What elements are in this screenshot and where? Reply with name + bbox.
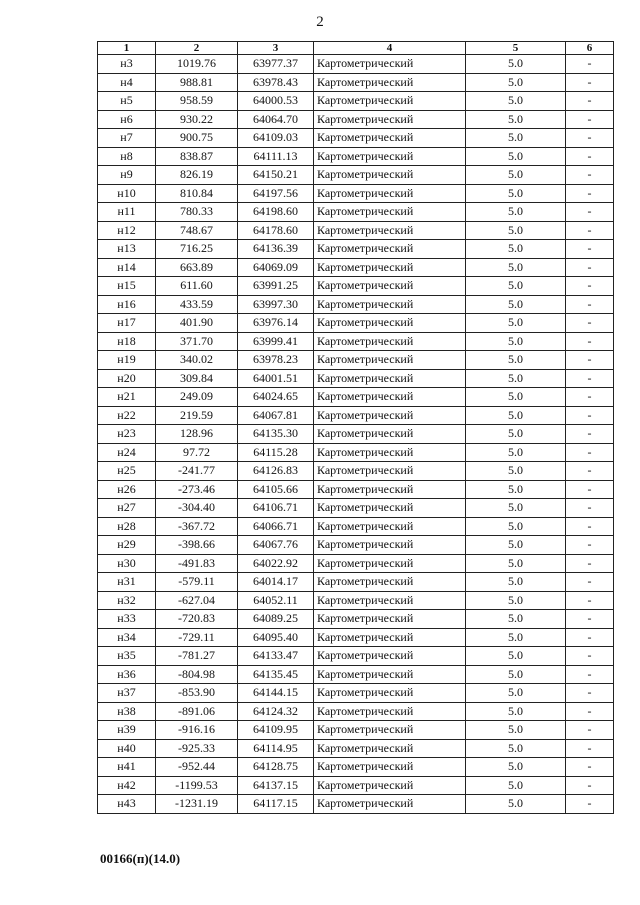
table-row: [98, 647, 614, 666]
x-coordinate-cell: 958.59: [156, 92, 238, 111]
accuracy-cell: 5.0: [466, 758, 566, 777]
accuracy-cell: 5.0: [466, 721, 566, 740]
accuracy-cell: 5.0: [466, 591, 566, 610]
point-id-cell: н19: [98, 351, 156, 370]
accuracy-cell: 5.0: [466, 684, 566, 703]
point-id-cell: н42: [98, 776, 156, 795]
y-coordinate-cell: 64197.56: [238, 184, 314, 203]
method-cell: Картометрический: [314, 665, 466, 684]
method-cell: Картометрический: [314, 147, 466, 166]
note-cell: -: [566, 110, 614, 129]
accuracy-cell: 5.0: [466, 110, 566, 129]
method-cell: Картометрический: [314, 110, 466, 129]
method-cell: Картометрический: [314, 203, 466, 222]
accuracy-cell: 5.0: [466, 776, 566, 795]
y-coordinate-cell: 64135.30: [238, 425, 314, 444]
accuracy-cell: 5.0: [466, 314, 566, 333]
table-row: [98, 591, 614, 610]
method-cell: Картометрический: [314, 73, 466, 92]
point-id-cell: н15: [98, 277, 156, 296]
accuracy-cell: 5.0: [466, 184, 566, 203]
point-id-cell: н10: [98, 184, 156, 203]
y-coordinate-cell: 64052.11: [238, 591, 314, 610]
table-row: [98, 610, 614, 629]
accuracy-cell: 5.0: [466, 221, 566, 240]
method-cell: Картометрический: [314, 351, 466, 370]
method-cell: Картометрический: [314, 517, 466, 536]
note-cell: -: [566, 129, 614, 148]
method-cell: Картометрический: [314, 573, 466, 592]
table-row: [98, 776, 614, 795]
accuracy-cell: 5.0: [466, 702, 566, 721]
y-coordinate-cell: 64001.51: [238, 369, 314, 388]
x-coordinate-cell: -1231.19: [156, 795, 238, 814]
accuracy-cell: 5.0: [466, 147, 566, 166]
note-cell: -: [566, 573, 614, 592]
x-coordinate-cell: 900.75: [156, 129, 238, 148]
accuracy-cell: 5.0: [466, 795, 566, 814]
x-coordinate-cell: -781.27: [156, 647, 238, 666]
point-id-cell: н38: [98, 702, 156, 721]
y-coordinate-cell: 64014.17: [238, 573, 314, 592]
table-row: [98, 758, 614, 777]
table-row: [98, 258, 614, 277]
table-row: [98, 462, 614, 481]
point-id-cell: н28: [98, 517, 156, 536]
y-coordinate-cell: 64135.45: [238, 665, 314, 684]
note-cell: -: [566, 776, 614, 795]
table-row: [98, 240, 614, 259]
column-header-3: 3: [238, 42, 314, 55]
x-coordinate-cell: -720.83: [156, 610, 238, 629]
x-coordinate-cell: 780.33: [156, 203, 238, 222]
method-cell: Картометрический: [314, 647, 466, 666]
note-cell: -: [566, 314, 614, 333]
method-cell: Картометрический: [314, 536, 466, 555]
x-coordinate-cell: 930.22: [156, 110, 238, 129]
note-cell: -: [566, 591, 614, 610]
point-id-cell: н31: [98, 573, 156, 592]
table-row: [98, 369, 614, 388]
accuracy-cell: 5.0: [466, 369, 566, 388]
x-coordinate-cell: 611.60: [156, 277, 238, 296]
accuracy-cell: 5.0: [466, 129, 566, 148]
x-coordinate-cell: 826.19: [156, 166, 238, 185]
note-cell: -: [566, 92, 614, 111]
table-row: [98, 295, 614, 314]
note-cell: -: [566, 166, 614, 185]
table-row: [98, 351, 614, 370]
point-id-cell: н20: [98, 369, 156, 388]
method-cell: Картометрический: [314, 795, 466, 814]
y-coordinate-cell: 64111.13: [238, 147, 314, 166]
y-coordinate-cell: 64128.75: [238, 758, 314, 777]
point-id-cell: н29: [98, 536, 156, 555]
method-cell: Картометрический: [314, 258, 466, 277]
table-row: [98, 184, 614, 203]
y-coordinate-cell: 64137.15: [238, 776, 314, 795]
x-coordinate-cell: 838.87: [156, 147, 238, 166]
x-coordinate-cell: -627.04: [156, 591, 238, 610]
method-cell: Картометрический: [314, 554, 466, 573]
note-cell: -: [566, 425, 614, 444]
point-id-cell: н35: [98, 647, 156, 666]
column-header-4: 4: [314, 42, 466, 55]
y-coordinate-cell: 64144.15: [238, 684, 314, 703]
point-id-cell: н17: [98, 314, 156, 333]
method-cell: Картометрический: [314, 684, 466, 703]
x-coordinate-cell: 219.59: [156, 406, 238, 425]
table-row: [98, 499, 614, 518]
accuracy-cell: 5.0: [466, 628, 566, 647]
y-coordinate-cell: 64124.32: [238, 702, 314, 721]
document-code: 00166(п)(14.0): [100, 851, 181, 866]
note-cell: -: [566, 203, 614, 222]
method-cell: Картометрический: [314, 591, 466, 610]
point-id-cell: н7: [98, 129, 156, 148]
table-row: [98, 92, 614, 111]
accuracy-cell: 5.0: [466, 55, 566, 74]
accuracy-cell: 5.0: [466, 240, 566, 259]
point-id-cell: н36: [98, 665, 156, 684]
method-cell: Картометрический: [314, 295, 466, 314]
x-coordinate-cell: -804.98: [156, 665, 238, 684]
point-id-cell: н13: [98, 240, 156, 259]
x-coordinate-cell: -1199.53: [156, 776, 238, 795]
y-coordinate-cell: 63997.30: [238, 295, 314, 314]
method-cell: Картометрический: [314, 55, 466, 74]
accuracy-cell: 5.0: [466, 388, 566, 407]
note-cell: -: [566, 184, 614, 203]
y-coordinate-cell: 64114.95: [238, 739, 314, 758]
method-cell: Картометрический: [314, 92, 466, 111]
note-cell: -: [566, 684, 614, 703]
table-row: [98, 203, 614, 222]
table-row: [98, 73, 614, 92]
page-number: 2: [316, 14, 324, 30]
x-coordinate-cell: 97.72: [156, 443, 238, 462]
note-cell: -: [566, 240, 614, 259]
y-coordinate-cell: 63999.41: [238, 332, 314, 351]
table-row: [98, 684, 614, 703]
note-cell: -: [566, 702, 614, 721]
table-row: [98, 425, 614, 444]
point-id-cell: н16: [98, 295, 156, 314]
accuracy-cell: 5.0: [466, 462, 566, 481]
table-row: [98, 517, 614, 536]
point-id-cell: н30: [98, 554, 156, 573]
point-id-cell: н3: [98, 55, 156, 74]
method-cell: Картометрический: [314, 314, 466, 333]
note-cell: -: [566, 665, 614, 684]
x-coordinate-cell: -273.46: [156, 480, 238, 499]
x-coordinate-cell: -853.90: [156, 684, 238, 703]
note-cell: -: [566, 147, 614, 166]
method-cell: Картометрический: [314, 332, 466, 351]
accuracy-cell: 5.0: [466, 166, 566, 185]
point-id-cell: н5: [98, 92, 156, 111]
table-row: [98, 406, 614, 425]
y-coordinate-cell: 64000.53: [238, 92, 314, 111]
method-cell: Картометрический: [314, 277, 466, 296]
y-coordinate-cell: 63976.14: [238, 314, 314, 333]
note-cell: -: [566, 406, 614, 425]
x-coordinate-cell: -367.72: [156, 517, 238, 536]
point-id-cell: н41: [98, 758, 156, 777]
point-id-cell: н11: [98, 203, 156, 222]
y-coordinate-cell: 64022.92: [238, 554, 314, 573]
x-coordinate-cell: 988.81: [156, 73, 238, 92]
x-coordinate-cell: 401.90: [156, 314, 238, 333]
point-id-cell: н27: [98, 499, 156, 518]
accuracy-cell: 5.0: [466, 277, 566, 296]
accuracy-cell: 5.0: [466, 351, 566, 370]
y-coordinate-cell: 64109.03: [238, 129, 314, 148]
accuracy-cell: 5.0: [466, 610, 566, 629]
point-id-cell: н22: [98, 406, 156, 425]
note-cell: -: [566, 55, 614, 74]
note-cell: -: [566, 517, 614, 536]
accuracy-cell: 5.0: [466, 647, 566, 666]
accuracy-cell: 5.0: [466, 406, 566, 425]
y-coordinate-cell: 64089.25: [238, 610, 314, 629]
accuracy-cell: 5.0: [466, 258, 566, 277]
y-coordinate-cell: 64178.60: [238, 221, 314, 240]
accuracy-cell: 5.0: [466, 554, 566, 573]
y-coordinate-cell: 64064.70: [238, 110, 314, 129]
method-cell: Картометрический: [314, 221, 466, 240]
coordinates-table: [97, 41, 614, 814]
table-row: [98, 314, 614, 333]
note-cell: -: [566, 739, 614, 758]
x-coordinate-cell: 309.84: [156, 369, 238, 388]
method-cell: Картометрический: [314, 184, 466, 203]
table-row: [98, 129, 614, 148]
point-id-cell: н8: [98, 147, 156, 166]
note-cell: -: [566, 758, 614, 777]
table-row: [98, 795, 614, 814]
x-coordinate-cell: 663.89: [156, 258, 238, 277]
method-cell: Картометрический: [314, 406, 466, 425]
y-coordinate-cell: 64117.15: [238, 795, 314, 814]
accuracy-cell: 5.0: [466, 203, 566, 222]
column-header-5: 5: [466, 42, 566, 55]
y-coordinate-cell: 64109.95: [238, 721, 314, 740]
table-row: [98, 55, 614, 74]
x-coordinate-cell: 433.59: [156, 295, 238, 314]
y-coordinate-cell: 64105.66: [238, 480, 314, 499]
accuracy-cell: 5.0: [466, 480, 566, 499]
x-coordinate-cell: -579.11: [156, 573, 238, 592]
method-cell: Картометрический: [314, 388, 466, 407]
x-coordinate-cell: 810.84: [156, 184, 238, 203]
y-coordinate-cell: 64024.65: [238, 388, 314, 407]
note-cell: -: [566, 258, 614, 277]
point-id-cell: н25: [98, 462, 156, 481]
point-id-cell: н14: [98, 258, 156, 277]
table-row: [98, 110, 614, 129]
x-coordinate-cell: 716.25: [156, 240, 238, 259]
method-cell: Картометрический: [314, 480, 466, 499]
table-row: [98, 739, 614, 758]
table-row: [98, 166, 614, 185]
note-cell: -: [566, 499, 614, 518]
point-id-cell: н23: [98, 425, 156, 444]
point-id-cell: н21: [98, 388, 156, 407]
x-coordinate-cell: -925.33: [156, 739, 238, 758]
note-cell: -: [566, 462, 614, 481]
point-id-cell: н39: [98, 721, 156, 740]
note-cell: -: [566, 610, 614, 629]
accuracy-cell: 5.0: [466, 73, 566, 92]
point-id-cell: н4: [98, 73, 156, 92]
accuracy-cell: 5.0: [466, 665, 566, 684]
table-row: [98, 332, 614, 351]
method-cell: Картометрический: [314, 702, 466, 721]
y-coordinate-cell: 64106.71: [238, 499, 314, 518]
y-coordinate-cell: 64150.21: [238, 166, 314, 185]
note-cell: -: [566, 795, 614, 814]
x-coordinate-cell: 1019.76: [156, 55, 238, 74]
y-coordinate-cell: 64115.28: [238, 443, 314, 462]
note-cell: -: [566, 480, 614, 499]
note-cell: -: [566, 295, 614, 314]
y-coordinate-cell: 64069.09: [238, 258, 314, 277]
y-coordinate-cell: 64133.47: [238, 647, 314, 666]
y-coordinate-cell: 64126.83: [238, 462, 314, 481]
table-row: [98, 480, 614, 499]
table-row: [98, 721, 614, 740]
y-coordinate-cell: 64067.81: [238, 406, 314, 425]
point-id-cell: н40: [98, 739, 156, 758]
note-cell: -: [566, 554, 614, 573]
table-row: [98, 628, 614, 647]
y-coordinate-cell: 63991.25: [238, 277, 314, 296]
point-id-cell: н33: [98, 610, 156, 629]
accuracy-cell: 5.0: [466, 332, 566, 351]
table-body: [98, 55, 614, 814]
point-id-cell: н9: [98, 166, 156, 185]
x-coordinate-cell: 748.67: [156, 221, 238, 240]
x-coordinate-cell: -398.66: [156, 536, 238, 555]
note-cell: -: [566, 647, 614, 666]
y-coordinate-cell: 64066.71: [238, 517, 314, 536]
column-header-2: 2: [156, 42, 238, 55]
y-coordinate-cell: 64067.76: [238, 536, 314, 555]
y-coordinate-cell: 64136.39: [238, 240, 314, 259]
table-row: [98, 388, 614, 407]
accuracy-cell: 5.0: [466, 443, 566, 462]
point-id-cell: н24: [98, 443, 156, 462]
y-coordinate-cell: 64198.60: [238, 203, 314, 222]
point-id-cell: н6: [98, 110, 156, 129]
method-cell: Картометрический: [314, 129, 466, 148]
accuracy-cell: 5.0: [466, 536, 566, 555]
table-row: [98, 665, 614, 684]
note-cell: -: [566, 332, 614, 351]
x-coordinate-cell: 128.96: [156, 425, 238, 444]
y-coordinate-cell: 63977.37: [238, 55, 314, 74]
method-cell: Картометрический: [314, 166, 466, 185]
accuracy-cell: 5.0: [466, 425, 566, 444]
accuracy-cell: 5.0: [466, 499, 566, 518]
method-cell: Картометрический: [314, 462, 466, 481]
point-id-cell: н32: [98, 591, 156, 610]
x-coordinate-cell: -891.06: [156, 702, 238, 721]
accuracy-cell: 5.0: [466, 573, 566, 592]
point-id-cell: н12: [98, 221, 156, 240]
table-row: [98, 147, 614, 166]
y-coordinate-cell: 63978.23: [238, 351, 314, 370]
method-cell: Картометрический: [314, 758, 466, 777]
y-coordinate-cell: 63978.43: [238, 73, 314, 92]
accuracy-cell: 5.0: [466, 295, 566, 314]
x-coordinate-cell: -729.11: [156, 628, 238, 647]
x-coordinate-cell: -491.83: [156, 554, 238, 573]
method-cell: Картометрический: [314, 499, 466, 518]
accuracy-cell: 5.0: [466, 92, 566, 111]
method-cell: Картометрический: [314, 739, 466, 758]
method-cell: Картометрический: [314, 628, 466, 647]
method-cell: Картометрический: [314, 443, 466, 462]
table-row: [98, 573, 614, 592]
note-cell: -: [566, 388, 614, 407]
method-cell: Картометрический: [314, 776, 466, 795]
x-coordinate-cell: 340.02: [156, 351, 238, 370]
accuracy-cell: 5.0: [466, 739, 566, 758]
method-cell: Картометрический: [314, 721, 466, 740]
x-coordinate-cell: 249.09: [156, 388, 238, 407]
table-row: [98, 702, 614, 721]
note-cell: -: [566, 277, 614, 296]
point-id-cell: н18: [98, 332, 156, 351]
x-coordinate-cell: 371.70: [156, 332, 238, 351]
note-cell: -: [566, 221, 614, 240]
x-coordinate-cell: -241.77: [156, 462, 238, 481]
table-row: [98, 277, 614, 296]
column-header-1: 1: [98, 42, 156, 55]
point-id-cell: н34: [98, 628, 156, 647]
table-row: [98, 554, 614, 573]
method-cell: Картометрический: [314, 610, 466, 629]
point-id-cell: н43: [98, 795, 156, 814]
accuracy-cell: 5.0: [466, 517, 566, 536]
y-coordinate-cell: 64095.40: [238, 628, 314, 647]
note-cell: -: [566, 536, 614, 555]
method-cell: Картометрический: [314, 369, 466, 388]
table-header-row: [98, 42, 614, 55]
column-header-6: 6: [566, 42, 614, 55]
note-cell: -: [566, 369, 614, 388]
x-coordinate-cell: -304.40: [156, 499, 238, 518]
x-coordinate-cell: -916.16: [156, 721, 238, 740]
x-coordinate-cell: -952.44: [156, 758, 238, 777]
table-row: [98, 221, 614, 240]
note-cell: -: [566, 628, 614, 647]
note-cell: -: [566, 73, 614, 92]
method-cell: Картометрический: [314, 240, 466, 259]
point-id-cell: н26: [98, 480, 156, 499]
table-row: [98, 536, 614, 555]
point-id-cell: н37: [98, 684, 156, 703]
note-cell: -: [566, 351, 614, 370]
table-row: [98, 443, 614, 462]
method-cell: Картометрический: [314, 425, 466, 444]
note-cell: -: [566, 721, 614, 740]
note-cell: -: [566, 443, 614, 462]
